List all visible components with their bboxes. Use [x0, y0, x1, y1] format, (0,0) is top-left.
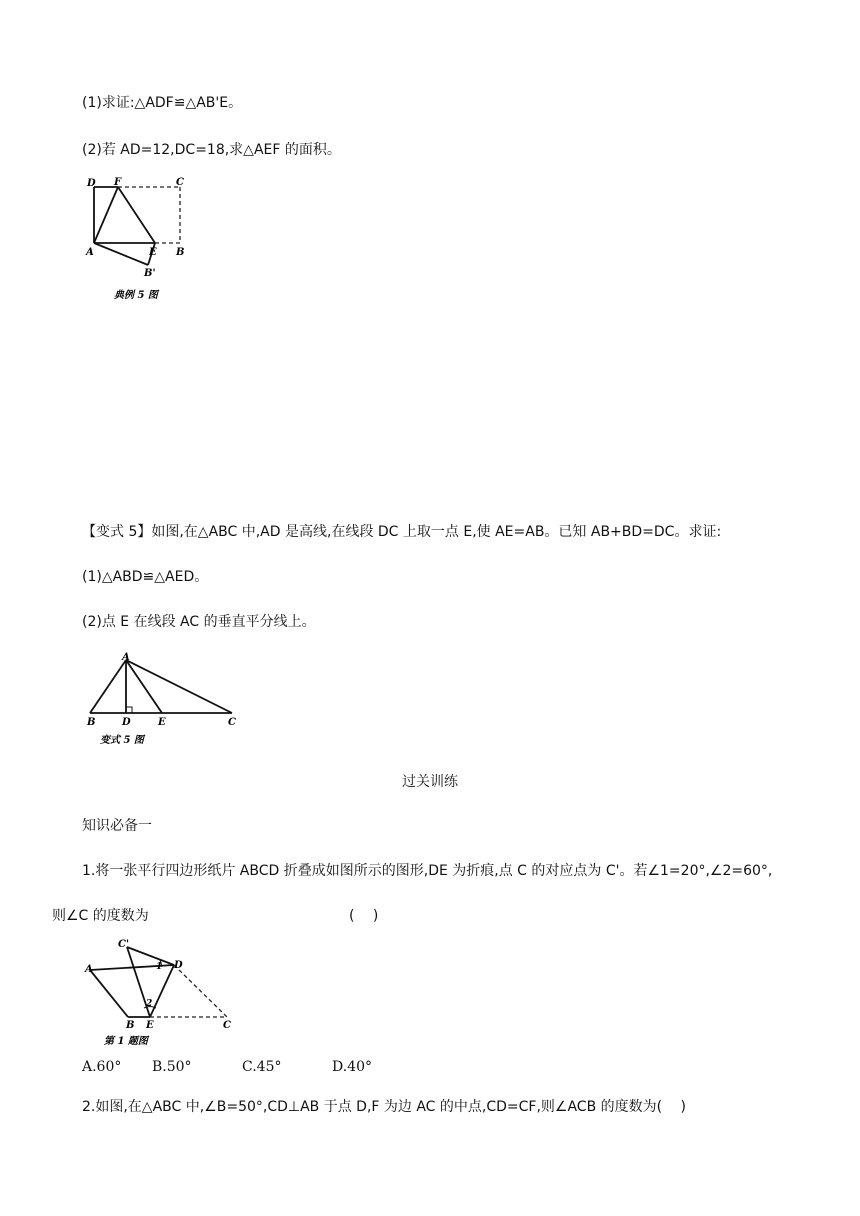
- label-C: C: [176, 177, 184, 188]
- option-B: B.50°: [152, 1059, 192, 1075]
- figure-caption: 典例 5 图: [114, 290, 158, 301]
- label-E: E: [158, 717, 166, 728]
- figure-caption: 变式 5 图: [100, 735, 144, 746]
- example5-question-1: (1)求证:△ADF≌△AB'E。: [82, 95, 243, 111]
- label-D: D: [174, 960, 183, 971]
- right-angle-mark: [126, 707, 132, 713]
- angle-1-label: 1: [156, 962, 163, 972]
- label-A: A: [86, 247, 94, 258]
- label-B: B: [176, 247, 185, 258]
- label-B: B: [126, 1020, 135, 1031]
- label-D: D: [122, 717, 131, 728]
- label-A: A: [85, 964, 93, 975]
- problem1-answer-bracket: ( ): [349, 908, 379, 924]
- variant5-stem: 【变式 5】如图,在△ABC 中,AD 是高线,在线段 DC 上取一点 E,使 AE=AB。已知 AB+BD=DC。求证:: [82, 524, 722, 540]
- label-C: C: [223, 1020, 231, 1031]
- problem1-stem-line2: 则∠C 的度数为: [52, 908, 149, 924]
- label-A: A: [122, 652, 130, 663]
- variant5-question-2: (2)点 E 在线段 AC 的垂直平分线上。: [82, 614, 316, 630]
- option-D: D.40°: [332, 1059, 372, 1075]
- fold-dashed-right: [174, 965, 227, 1017]
- example5-figure: [82, 174, 202, 308]
- label-D: D: [87, 178, 96, 189]
- problem1-stem-line1: 1.将一张平行四边形纸片 ABCD 折叠成如图所示的图形,DE 为折痕,点 C 的对应点为 C'。若∠1=20°,∠2=60°,: [82, 863, 773, 879]
- example5-question-2: (2)若 AD=12,DC=18,求△AEF 的面积。: [82, 142, 341, 158]
- variant5-figure: [82, 650, 252, 754]
- label-E: E: [146, 1020, 154, 1031]
- figure-caption: 第 1 题图: [104, 1036, 148, 1047]
- label-C-prime: C': [118, 939, 130, 950]
- section-title: 过关训练: [402, 774, 458, 790]
- option-A: A.60°: [82, 1059, 122, 1075]
- label-B: B: [87, 717, 96, 728]
- option-C: C.45°: [242, 1059, 282, 1075]
- label-C: C: [228, 717, 236, 728]
- label-B-prime: B': [144, 268, 156, 279]
- problem1-figure: [82, 936, 252, 1058]
- angle-2-label: 2: [146, 999, 153, 1009]
- section-subtitle: 知识必备一: [82, 818, 152, 834]
- problem2-stem: 2.如图,在△ABC 中,∠B=50°,CD⊥AB 于点 D,F 为边 AC 的中点,CD=CF,则∠ACB 的度数为( ): [82, 1099, 687, 1115]
- variant5-question-1: (1)△ABD≌△AED。: [82, 569, 209, 585]
- label-F: F: [114, 177, 122, 188]
- label-E: E: [149, 247, 157, 258]
